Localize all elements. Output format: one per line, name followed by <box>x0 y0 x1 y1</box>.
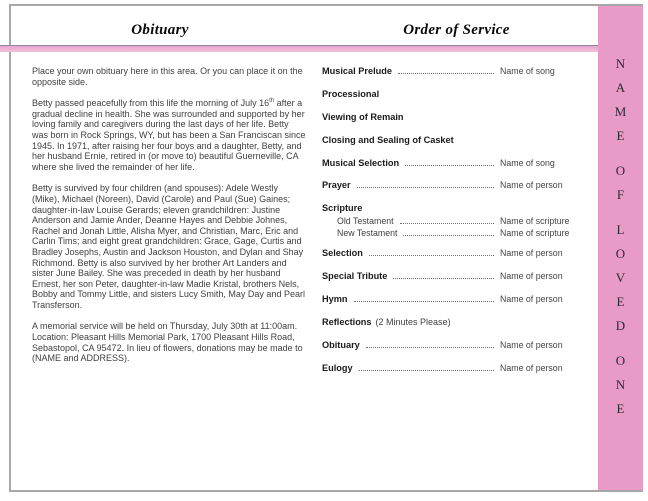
service-item-label: Musical Selection <box>322 158 400 168</box>
service-item-label: Obituary <box>322 340 360 350</box>
obituary-paragraph-service-info: A memorial service will be held on Thursday, July 30th at 11:00am. Location: Pleasant Hills Memorial Park, 1700 Pleasant Hills Road, Sebastopol, CA 95472. In lieu of flowers, donations may be made to (NAME and ADDRESS). <box>32 321 303 364</box>
dotted-leader <box>359 370 494 371</box>
service-item-viewing-of-remain <box>322 112 586 122</box>
service-item-label: Reflections <box>322 317 372 327</box>
service-item-label: New Testament <box>337 228 398 238</box>
service-item-reflections <box>322 317 586 327</box>
service-item-value: Name of song <box>500 158 555 168</box>
paragraph-text: Betty passed peacefully from this life the morning of July 16 <box>32 98 270 109</box>
service-item-value: Name of person <box>500 180 563 190</box>
service-item-value: Name of person <box>500 340 563 350</box>
obituary-paragraph-survivors: Betty is survived by four children (and spouses): Adele Westly (Mike), Michael (Noreen), David (Carole) and Paul (Sue) Gaines; daughter-in-law Louise Gerards; eleven grandchildren: Justine Anderson and Jamie Ander, Deanne Hayes and Debbie Johnes, Rachel and Jonah Little, Alisha Myer, and Christian, Marc, Eric and Carlin Tims; and eight great grandchildren: Grace, Gage, Curtis and Bradley Josephs, Austin and Jackson Houston, and Dylan and Shay Richmond. Betty is also survived by her brother Art Landers and sister June Bailey. She was preceded in death by her husband Ernest, her son Peter, daughter-in-law Madie Kristal, brothers Nels, Bobby and Tommy Little, and sisters Lucy Smith, May Day and Pearl Transferson. <box>32 183 305 310</box>
service-item-old-testament <box>322 216 586 226</box>
service-item-eulogy <box>322 363 586 373</box>
dotted-leader <box>369 255 494 256</box>
dotted-leader <box>398 73 494 74</box>
paragraph-text: after a gradual decline in health. She was surrounded and supported by her loving family and caregivers during the last days of her life. Betty was born in Rock Springs, WY, but has been a San Franciscan since 1945. In 1971, after raising her four boys and a daughter, Betty, and her husband Ernie, retired in (or move to) beautiful Guerneville, CA where she lived the remainder of her life. <box>32 98 306 172</box>
sidebar-word: ONE <box>613 353 628 425</box>
obituary-placeholder-paragraph: Place your own obituary here in this area. Or you can place it on the opposite side. <box>32 66 303 87</box>
name-of-loved-one-sidebar <box>598 6 643 490</box>
service-item-label: Selection <box>322 248 363 258</box>
dotted-leader <box>393 278 494 279</box>
service-item-label: Prayer <box>322 180 351 190</box>
service-item-label: Special Tribute <box>322 271 388 281</box>
service-item-label: Musical Prelude <box>322 66 392 76</box>
dotted-leader <box>354 301 494 302</box>
service-item-label: Hymn <box>322 294 348 304</box>
service-item-value: Name of scripture <box>500 228 570 238</box>
service-item-label: Old Testament <box>337 216 394 226</box>
service-item-value: Name of person <box>500 294 563 304</box>
header-divider-rule <box>0 45 599 52</box>
dotted-leader <box>405 165 494 166</box>
service-item-new-testament <box>322 228 586 238</box>
service-item-label: Eulogy <box>322 363 353 373</box>
service-item-special-tribute <box>322 271 586 281</box>
dotted-leader <box>366 347 494 348</box>
order-of-service-list <box>322 66 586 386</box>
service-item-closing-and-sealing <box>322 135 586 145</box>
service-item-selection <box>322 248 586 258</box>
sidebar-word: OF <box>613 163 628 211</box>
service-item-label: Scripture <box>322 203 363 213</box>
obituary-paragraph-life <box>32 98 306 172</box>
dotted-leader <box>403 235 494 236</box>
service-item-scripture <box>322 203 586 213</box>
service-item-value: Name of person <box>500 271 563 281</box>
service-item-value: Name of person <box>500 363 563 373</box>
obituary-text-column <box>32 66 306 375</box>
service-item-hymn <box>322 294 586 304</box>
service-item-value: Name of scripture <box>500 216 570 226</box>
service-item-label: Viewing of Remain <box>322 112 404 122</box>
service-item-value: Name of person <box>500 248 563 258</box>
service-item-note: (2 Minutes Please) <box>375 317 451 327</box>
order-of-service-title: Order of Service <box>403 22 510 38</box>
sidebar-word: NAME <box>613 56 628 152</box>
service-item-processional <box>322 89 586 99</box>
dotted-leader <box>357 187 494 188</box>
obituary-title: Obituary <box>131 22 189 38</box>
service-item-label: Processional <box>322 89 380 99</box>
sidebar-word: LOVED <box>613 222 628 342</box>
service-item-label: Closing and Sealing of Casket <box>322 135 454 145</box>
service-item-value: Name of song <box>500 66 555 76</box>
service-item-obituary <box>322 340 586 350</box>
ordinal-superscript: th <box>269 98 275 105</box>
service-item-musical-prelude <box>322 66 586 76</box>
dotted-leader <box>400 223 494 224</box>
service-item-prayer <box>322 180 586 190</box>
service-item-musical-selection <box>322 158 586 168</box>
